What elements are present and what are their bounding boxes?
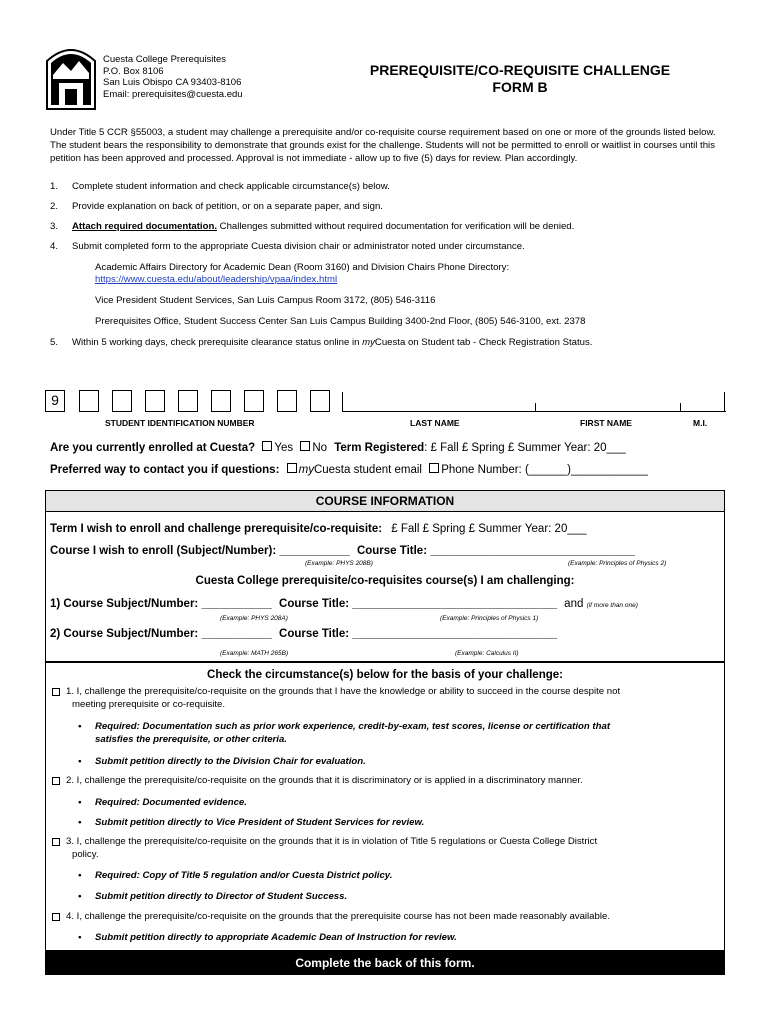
circumstance-3-required: • Required: Copy of Title 5 regulation and/or Cuesta District policy. — [78, 870, 393, 881]
phone-checkbox[interactable] — [429, 463, 439, 473]
yes-checkbox[interactable] — [262, 441, 272, 451]
contact-prereq-office: Prerequisites Office, Student Success Center San Luis Campus Building 3400-2nd Floor, (805) 546-3100, ext. 2378 — [95, 316, 586, 327]
course-2-example-subject: (Example: MATH 265B) — [220, 650, 289, 657]
step-4: 4. Submit completed form to the appropriate Cuesta division chair or administrator noted under circumstance. — [50, 241, 525, 252]
term-fall-option[interactable]: £ Fall — [430, 442, 459, 454]
challenging-heading: Cuesta College prerequisite/co-requisites course(s) I am challenging: — [195, 575, 575, 587]
course-1-example-title: (Example: Principles of Physics 1) — [440, 615, 539, 622]
id-digit-box[interactable] — [79, 390, 99, 412]
course-1-example-subject: (Example: PHYS 208A) — [220, 615, 288, 622]
circumstance-1-text: 1. I, challenge the prerequisite/co-requisite on the grounds that I have the knowledge or ability to succeed in the course despite not meeting prerequisite or co-requisite. — [66, 686, 621, 710]
po-box: P.O. Box 8106 — [103, 65, 164, 77]
directory-link[interactable]: https://www.cuesta.edu/about/leadership/vpaa/index.html — [95, 274, 338, 285]
phone-field[interactable]: Phone Number: (______)____________ — [441, 464, 648, 476]
enroll-subject-field[interactable]: ___________ — [279, 545, 350, 557]
circumstance-2-submit: • Submit petition directly to Vice President of Student Services for review. — [78, 817, 425, 828]
id-digit-box[interactable] — [112, 390, 132, 412]
id-digit-box[interactable] — [178, 390, 198, 412]
student-id-label: STUDENT IDENTIFICATION NUMBER — [105, 418, 255, 428]
term-summer-option[interactable]: £ Summer — [507, 442, 561, 454]
org-name: Cuesta College Prerequisites — [103, 54, 227, 65]
circumstance-4-submit: • Submit petition directly to appropriate Academic Dean of Instruction for review. — [78, 932, 457, 943]
circumstance-1-required: • Required: Documentation such as prior work experience, credit-by-exam, test scores, license or certification that satisfies the prerequisite, or other criteria. — [78, 721, 611, 745]
circumstance-1-submit: • Submit petition directly to the Division Chair for evaluation. — [78, 756, 366, 767]
circumstances-heading: Check the circumstance(s) below for the basis of your challenge: — [207, 669, 563, 681]
name-right-bar — [724, 392, 725, 412]
circumstance-3-submit: • Submit petition directly to Director of Student Success. — [78, 891, 348, 902]
course-info-heading: COURSE INFORMATION — [45, 490, 725, 512]
circumstance-4-checkbox[interactable] — [52, 913, 60, 921]
circumstance-4-text: 4. I, challenge the prerequisite/co-requisite on the grounds that the prerequisite course has not been made reasonably available. — [66, 911, 610, 922]
logo-icon — [45, 45, 97, 111]
college-logo — [45, 45, 97, 111]
name-divider — [680, 403, 681, 411]
name-line[interactable] — [342, 411, 726, 412]
mycuesta-checkbox[interactable] — [287, 463, 297, 473]
contact-vp: Vice President Student Services, San Luis Campus Room 3172, (805) 546-3116 — [95, 295, 436, 306]
enroll-example-title: (Example: Principles of Physics 2) — [568, 560, 667, 567]
course-1-subject-field[interactable]: ___________ — [201, 598, 272, 610]
step-1: 1. Complete student information and check applicable circumstance(s) below. — [50, 181, 390, 192]
email-line: Email: prerequisites@cuesta.edu — [103, 88, 243, 100]
course-1-title-field[interactable]: ________________________________ — [352, 598, 557, 610]
contact-question: Preferred way to contact you if questions: myCuesta student email Phone Number: (______)____________ — [50, 464, 648, 476]
name-left-bar — [342, 392, 343, 412]
first-name-label: FIRST NAME — [580, 418, 632, 428]
footer-banner: Complete the back of this form. — [45, 950, 725, 975]
term-line: Term I wish to enroll and challenge prerequisite/co-requisite: £ Fall £ Spring £ Summer Year: 20___ — [50, 523, 587, 535]
mi-label: M.I. — [693, 418, 708, 428]
step-2: 2. Provide explanation on back of petition, or on a separate paper, and sign. — [50, 201, 383, 212]
circumstance-1-checkbox[interactable] — [52, 688, 60, 696]
id-digit-box[interactable] — [145, 390, 165, 412]
term-year-field[interactable]: Year: 20___ — [564, 442, 626, 454]
circumstance-2-checkbox[interactable] — [52, 777, 60, 785]
contact-academic: Academic Affairs Directory for Academic Dean (Room 3160) and Division Chairs Phone Directory: https://www.cuesta.edu/about/leadership/vpaa/index.html — [95, 262, 715, 286]
enrolled-question: Are you currently enrolled at Cuesta? Yes No Term Registered: £ Fall £ Spring £ Summer Year: 20___ — [50, 442, 626, 454]
id-digit-box[interactable] — [277, 390, 297, 412]
course-2-subject-field[interactable]: ___________ — [201, 628, 272, 640]
course-term-fall[interactable]: £ Fall — [391, 523, 420, 535]
circumstance-2-required: • Required: Documented evidence. — [78, 797, 247, 808]
id-digit-box[interactable] — [244, 390, 264, 412]
id-digit-box[interactable] — [211, 390, 231, 412]
address-block — [103, 54, 243, 100]
id-digit-prefix: 9 — [45, 390, 65, 412]
circumstance-2-text: 2. I, challenge the prerequisite/co-requisite on the grounds that it is discriminatory or is applied in a discriminatory manner. — [66, 775, 583, 786]
course-1-line: 1) Course Subject/Number: ___________ Course Title: ________________________________ and (if more than one) — [50, 598, 638, 610]
city-line: San Luis Obispo CA 93403-8106 — [103, 77, 242, 88]
course-2-line: 2) Course Subject/Number: ___________ Course Title: ________________________________ — [50, 628, 557, 640]
id-digit-box[interactable] — [310, 390, 330, 412]
enroll-example-subject: (Example: PHYS 208B) — [305, 560, 373, 567]
form-title: PREREQUISITE/CO-REQUISITE CHALLENGE FORM B — [369, 62, 671, 95]
enroll-course-line: Course I wish to enroll (Subject/Number): ___________ Course Title: ________________________________ — [50, 545, 635, 557]
circumstance-3-text: 3. I, challenge the prerequisite/co-requisite on the grounds that it is in violation of Title 5 regulations or Cuesta College District policy. — [66, 836, 598, 860]
last-name-label: LAST NAME — [410, 418, 460, 428]
course-term-spring[interactable]: £ Spring — [422, 523, 466, 535]
no-checkbox[interactable] — [300, 441, 310, 451]
step-5: 5. Within 5 working days, check prerequisite clearance status online in myCuesta on Student tab - Check Registration Status. — [50, 337, 593, 348]
course-term-summer[interactable]: £ Summer — [468, 523, 522, 535]
step-3: 3. Attach required documentation. Challenges submitted without required documentation for verification will be denied. — [50, 221, 575, 232]
course-2-example-title: (Example: Calculus II) — [455, 650, 519, 657]
circumstance-3-checkbox[interactable] — [52, 838, 60, 846]
course-2-title-field[interactable]: ________________________________ — [352, 628, 557, 640]
intro-paragraph: Under Title 5 CCR §55003, a student may challenge a prerequisite and/or co-requisite course requirement based on one or more of the grounds listed below. The student bears the responsibility to demonstrate that grounds exist for the challenge. Students will not be permitted to enroll or waitlist in courses until this petition has been approved and processed. Approval is not immediate - allow up to five (5) days for review. Plan accordingly. — [50, 127, 716, 164]
enroll-title-field[interactable]: ________________________________ — [430, 545, 635, 557]
course-term-year[interactable]: Year: 20___ — [524, 523, 587, 535]
name-divider — [535, 403, 536, 411]
term-spring-option[interactable]: £ Spring — [461, 442, 505, 454]
